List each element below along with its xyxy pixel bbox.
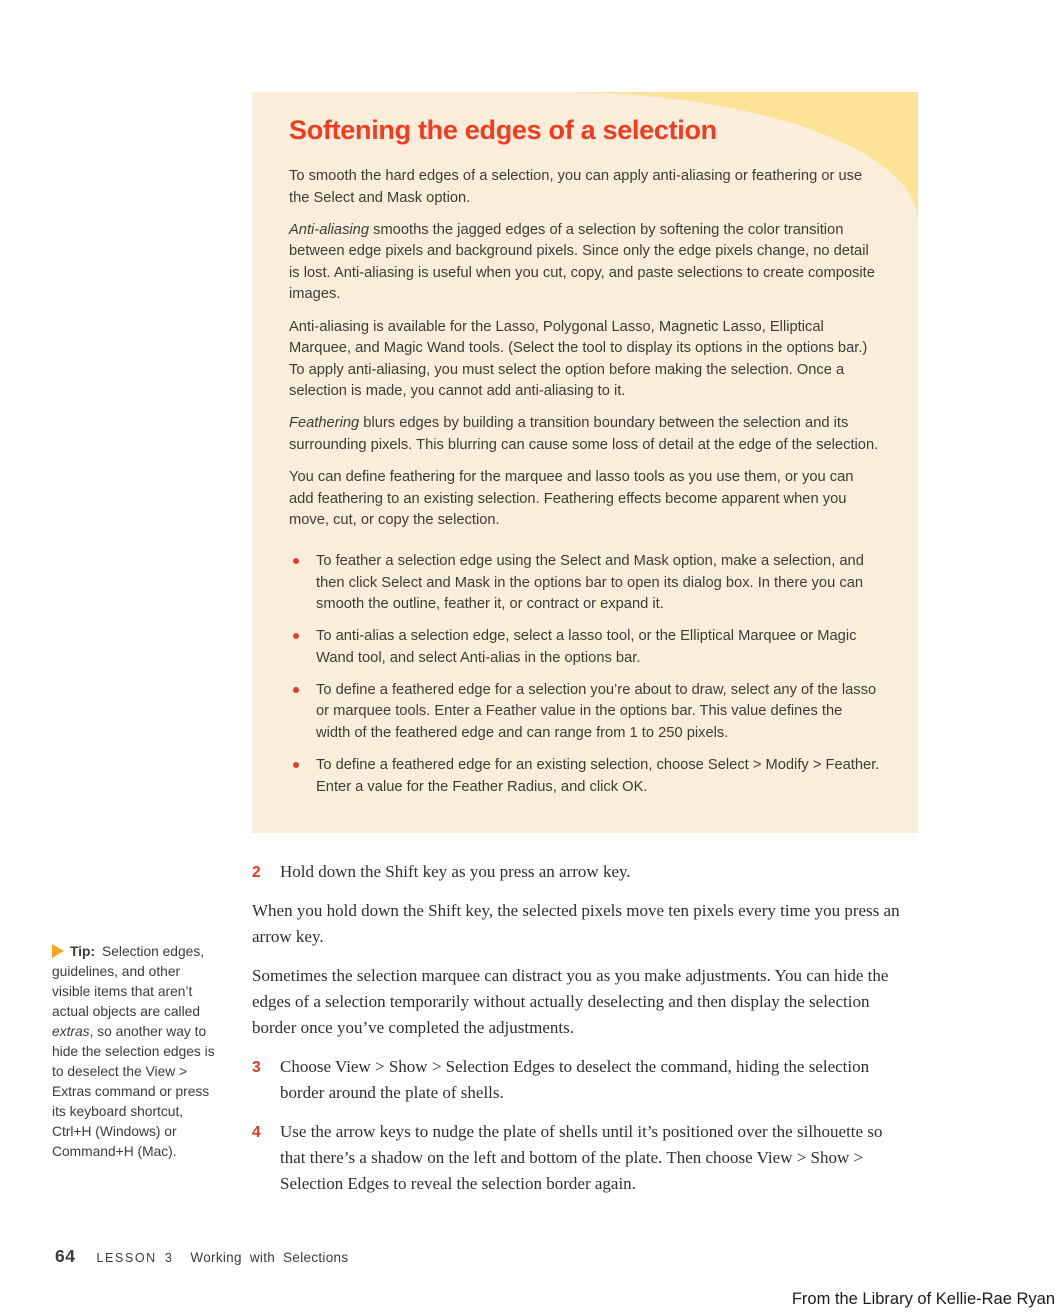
bullet-text: To define a feathered edge for a selection you’re about to draw, select any of the lasso or marquee tools. Enter a Feather value in the options bar. This value defines the width of the feathered edge and can range from 1 to 250 pixels. <box>316 681 877 742</box>
bullet-icon <box>293 558 299 564</box>
callout-paragraph: Anti-aliasing is available for the Lasso, Polygonal Lasso, Magnetic Lasso, Elliptical Marquee, and Magic Wand tools. (Select the tool to display its options in the options bar.) To apply anti-aliasing, you must select the option before making the selection. Once a selection is made, you cannot add anti-aliasing to it. <box>289 318 868 400</box>
callout-box <box>252 92 918 833</box>
library-watermark: From the Library of Kellie-Rae Ryan <box>791 1290 1055 1308</box>
numbered-step <box>252 1119 912 1197</box>
numbered-step <box>252 1054 912 1106</box>
callout-paragraph: Anti-aliasing smooths the jagged edges of a selection by softening the color transition between edge pixels and background pixels. Since only the edge pixels change, no detail is lost. Anti-aliasing is useful when you cut, copy, and paste selections to create composite images. <box>289 221 875 303</box>
step-number: 4 <box>252 1124 261 1141</box>
step-instructions <box>252 859 912 1210</box>
lesson-section-title: Working with Selections <box>190 1250 349 1265</box>
bullet-item <box>289 680 880 745</box>
callout-title: Softening the edges of a selection <box>289 115 717 145</box>
step-text: Hold down the Shift key as you press an arrow key. <box>280 862 631 881</box>
step-number: 2 <box>252 864 261 881</box>
callout-content <box>252 92 918 798</box>
step-text: Use the arrow keys to nudge the plate of shells until it’s positioned over the silhouette so that there’s a shadow on the left and bottom of the plate. Then choose View > Show > Selection Edges to reveal the selection border again. <box>280 1122 883 1193</box>
bullet-text: To anti-alias a selection edge, select a lasso tool, or the Elliptical Marquee or Magic Wand tool, and select Anti-alias in the options bar. <box>316 628 857 666</box>
body-paragraph: Sometimes the selection marquee can distract you as you make adjustments. You can hide the edges of a selection temporarily without actually deselecting and then display the selection border once you’ve completed the adjustments. <box>252 966 889 1037</box>
tip-arrow-icon <box>52 944 64 958</box>
numbered-step <box>252 859 912 885</box>
page-footer <box>55 1246 348 1267</box>
callout-paragraphs <box>289 166 880 532</box>
bullet-item <box>289 626 880 669</box>
bullet-icon <box>293 633 299 639</box>
step-number: 3 <box>252 1059 261 1076</box>
step-text: Choose View > Show > Selection Edges to deselect the command, hiding the selection border around the plate of shells. <box>280 1057 870 1102</box>
callout-paragraph: You can define feathering for the marquee and lasso tools as you use them, or you can add feathering to an existing selection. Feathering effects become apparent when you move, cut, or copy the selection. <box>289 469 854 529</box>
bullet-text: To feather a selection edge using the Select and Mask option, make a selection, and then click Select and Mask in the options bar to open its dialog box. In there you can smooth the outline, feather it, or contract or expand it. <box>316 552 864 613</box>
bullet-text: To define a feathered edge for an existing selection, choose Select > Modify > Feather. Enter a value for the Feather Radius, and click OK. <box>316 757 880 795</box>
bullet-icon <box>293 687 299 693</box>
body-paragraph: When you hold down the Shift key, the selected pixels move ten pixels every time you press an arrow key. <box>252 901 900 946</box>
callout-paragraph: To smooth the hard edges of a selection, you can apply anti-aliasing or feathering or use the Select and Mask option. <box>289 168 863 206</box>
lesson-label: LESSON 3 <box>96 1251 174 1265</box>
tip-text: Selection edges, guidelines, and other visible items that aren’t actual objects are called extras, so another way to hide the selection edges is to deselect the View > Extras command or press its keyboard shortcut, Ctrl+H (Windows) or Command+H (Mac). <box>52 944 215 1159</box>
bullet-icon <box>293 762 299 768</box>
tip-label: Tip: <box>70 944 96 959</box>
page-number: 64 <box>55 1246 76 1266</box>
margin-tip <box>52 942 222 1162</box>
bullet-item <box>289 551 880 616</box>
bullet-item <box>289 755 880 798</box>
callout-paragraph: Feathering blurs edges by building a transition boundary between the selection and its surrounding pixels. This blurring can cause some loss of detail at the edge of the selection. <box>289 415 879 454</box>
callout-bullet-list <box>289 551 880 798</box>
